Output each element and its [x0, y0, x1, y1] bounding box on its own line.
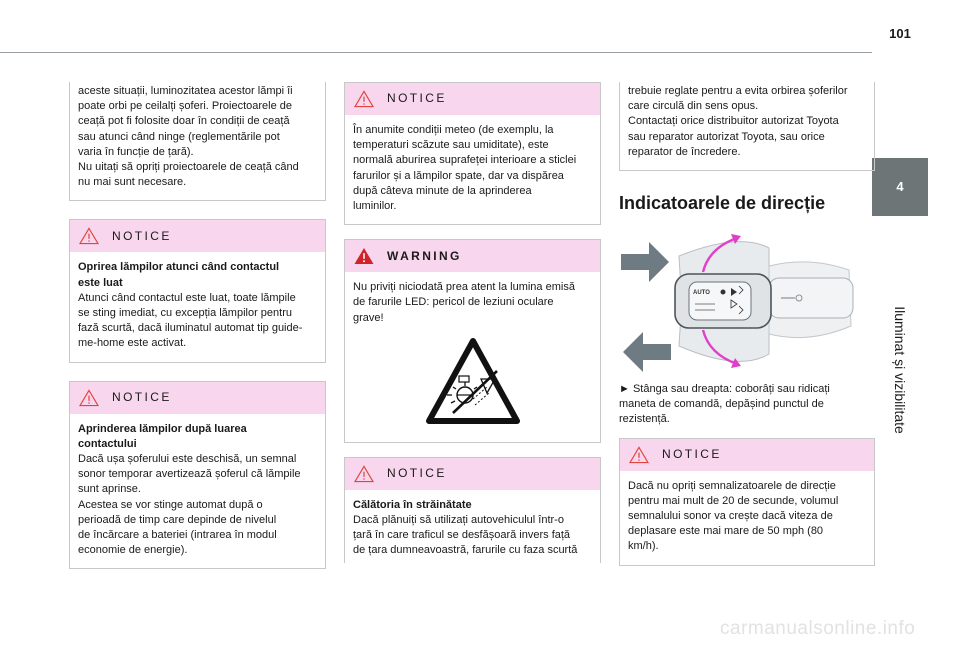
text-line: Contactați orice distribuitor autorizat Toyota	[628, 115, 839, 128]
text-line: Acestea se vor stinge automat după o	[78, 498, 263, 511]
notice-title	[78, 422, 317, 452]
notice-header	[345, 83, 600, 115]
notice-triangle-icon	[353, 90, 375, 108]
text-line: Călătoria în străinătate	[353, 498, 472, 511]
notice-box-2	[69, 381, 326, 570]
continued-text-box	[619, 82, 875, 171]
stalk-auto-label: AUTO	[693, 290, 710, 297]
section-title: Indicatoarele de direcție	[619, 193, 826, 214]
text-line: economie de energie).	[78, 544, 188, 557]
text-line: me-home este activat.	[78, 337, 187, 350]
notice-body	[628, 479, 866, 555]
notice-label: NOTICE	[112, 228, 172, 243]
text-line: Atunci când contactul este luat, toate lămpile	[78, 291, 296, 304]
text-line: fază scurtă, dacă iluminatul automat tip guide-	[78, 322, 303, 335]
text-line: semnalului sonor va crește dacă viteza de	[628, 510, 833, 523]
notice-body	[353, 123, 592, 214]
text-line: este luat	[78, 276, 123, 289]
notice-body	[78, 291, 317, 352]
arrow-left-icon	[623, 332, 671, 372]
notice-label: NOTICE	[387, 91, 447, 106]
text-line: sonor temporar avertizează șoferul că lămpile	[78, 468, 301, 481]
led-hazard-illustration	[353, 332, 592, 432]
text-line: Dacă plănuiți să utilizați autovehiculul într-o	[353, 514, 564, 527]
notice-label: NOTICE	[387, 466, 447, 481]
warning-label: WARNING	[387, 248, 462, 263]
text-line: ceață pot fi folosite doar în condiții de ceață	[78, 115, 290, 128]
text-line: varia în funcție de țară).	[78, 145, 194, 158]
notice-header	[70, 382, 325, 414]
column-2	[344, 82, 601, 563]
text-line: farurilor și a lămpilor spate, dar va dispărea	[353, 169, 564, 182]
notice-triangle-icon	[78, 389, 100, 407]
intro-text	[78, 84, 317, 190]
watermark: carmanualsonline.info	[720, 618, 916, 639]
column-3	[619, 82, 875, 566]
text-line: se sting imediat, cu excepția lămpilor pentru	[78, 307, 292, 320]
text-line: pentru mai mult de 20 de secunde, volumul	[628, 494, 839, 507]
instruction-text	[619, 382, 875, 428]
warning-triangle-icon	[353, 247, 375, 265]
eye-hazard-sign-icon	[425, 337, 521, 427]
text-line: Oprirea lămpilor atunci când contactul	[78, 261, 280, 274]
notice-title	[353, 498, 592, 513]
text-line: care circulă din sens opus.	[628, 100, 759, 113]
text-line: normală aburirea suprafeței interioare a sticlei	[353, 154, 577, 167]
turn-signal-stalk-illustration	[619, 226, 875, 378]
text-line: Dacă ușa șoferului este deschisă, un semnal	[78, 453, 297, 466]
continued-text-box	[69, 82, 326, 201]
text-line: luminilor.	[353, 200, 397, 213]
text-line: de țara dumneavoastră, farurile cu faza scurtă	[353, 544, 578, 557]
text-line: poate orbi pe ceilalți șoferi. Proiectoarele de	[78, 100, 293, 113]
chapter-tab[interactable]: 4	[872, 158, 928, 216]
text-line: grave!	[353, 311, 384, 324]
text-line: deplasare este mai mare de 50 mph (80	[628, 525, 824, 538]
notice-box-5	[619, 438, 875, 566]
page-number: 101	[889, 26, 911, 41]
text-line: În anumite condiții meteo (de exemplu, la	[353, 124, 554, 136]
text-line: de încărcare a bateriei (intrarea în modul	[78, 529, 277, 542]
notice-box-1	[69, 219, 326, 362]
text-line: sunt aprinse.	[78, 483, 141, 496]
notice-label: NOTICE	[112, 390, 172, 405]
notice-box-3	[344, 82, 601, 225]
text-line: ► Stânga sau dreapta: coborâți sau ridicați	[619, 383, 830, 396]
text-line: Nu priviți niciodată prea atent la lumina emisă	[353, 281, 575, 294]
notice-header	[345, 458, 600, 490]
arrow-right-icon	[621, 242, 669, 282]
notice-label: NOTICE	[662, 447, 722, 462]
header-rule	[0, 52, 872, 53]
notice-body	[353, 513, 592, 559]
text-line: contactului	[78, 437, 137, 450]
text-line: sau reparator autorizat Toyota, sau orice	[628, 130, 825, 143]
text-line: sau atunci când ninge (reglementările pot	[78, 130, 280, 143]
text-line: Dacă nu opriți semnalizatoarele de direcție	[628, 479, 836, 492]
text-line: trebuie reglate pentru a evita orbirea șoferilor	[628, 85, 848, 97]
text-line: nu mai sunt necesare.	[78, 176, 187, 189]
text-line: după câteva minute de la aprinderea	[353, 184, 532, 197]
text-line: km/h).	[628, 540, 659, 553]
warning-header	[345, 240, 600, 272]
notice-title	[78, 260, 317, 290]
notice-header	[70, 220, 325, 252]
warning-body	[353, 280, 592, 326]
turn-signal-stalk-icon	[619, 226, 875, 378]
notice-triangle-icon	[628, 446, 650, 464]
notice-body	[78, 452, 317, 558]
notice-header	[620, 439, 874, 471]
text-line: Aprinderea lămpilor după luarea	[78, 422, 247, 435]
text-line: rezistență.	[619, 413, 670, 426]
text-line: țară în care traficul se desfășoară invers față	[353, 529, 571, 542]
text-line: temperaturi scăzute sau umiditate), este	[353, 139, 549, 152]
continued-text	[628, 84, 866, 160]
text-line: perioadă de timp care depinde de nivelul	[78, 513, 277, 526]
text-line: reparator de încredere.	[628, 145, 741, 158]
notice-triangle-icon	[78, 227, 100, 245]
text-line: aceste situații, luminozitatea acestor lămpi îi	[78, 85, 293, 97]
text-line: de farurile LED: pericol de leziuni oculare	[353, 296, 554, 309]
text-line: maneta de comandă, depășind punctul de	[619, 398, 824, 411]
warning-box	[344, 239, 601, 443]
notice-box-4	[344, 457, 601, 563]
text-line: Nu uitați să opriți proiectoarele de ceață când	[78, 161, 299, 174]
column-1	[69, 82, 326, 569]
chapter-title-text: Iluminat și vizibilitate	[892, 306, 908, 434]
notice-triangle-icon	[353, 465, 375, 483]
